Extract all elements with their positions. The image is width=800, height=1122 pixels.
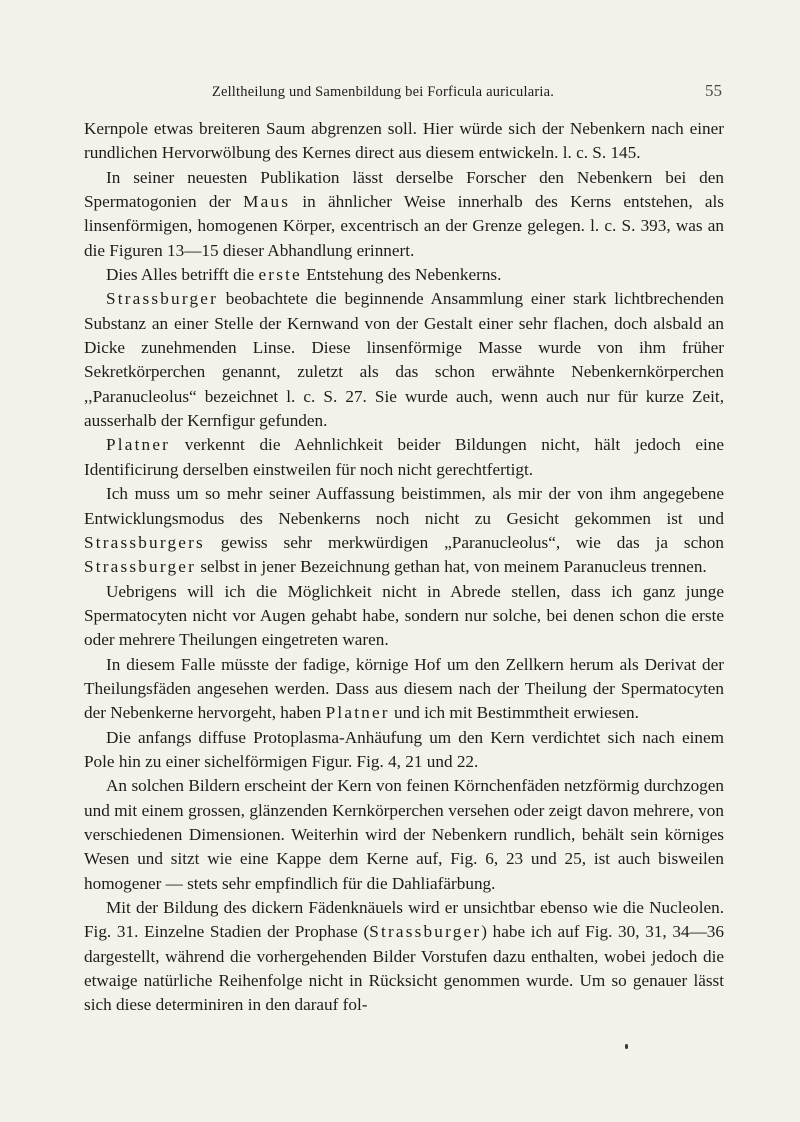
text-run: Mit der Bildung des dickern Fädenknäuels wird er unsichtbar ebenso wie die Nucleolen. Fig. 31. Einzelne Stadien der Prophase (: [84, 898, 724, 942]
paragraph: [84, 117, 724, 166]
spaced-name: erste: [258, 265, 302, 285]
text-run: Dies Alles betrifft die: [106, 265, 259, 285]
text-run: ) habe ich auf Fig. 30, 31, 34—36 dargestellt, während die vorhergehenden Bilder Vorstufen dazu enthalten, wobei jedoch die etwaige natürliche Reihenfolge nicht in Rücksicht genommen wurde. Um so genauer lässt sich diese determiniren in den darauf fol-: [84, 922, 724, 1015]
print-speck: [625, 1044, 628, 1049]
spaced-name: Strassburger: [106, 289, 219, 309]
paragraph: [84, 580, 724, 653]
spaced-name: Strassburger: [84, 557, 197, 577]
text-run: In diesem Falle müsste der fadige, körnige Hof um den Zellkern herum als Derivat der Theilungsfäden angesehen werden. Dass aus diesem nach der Theilung der Spermatocyten der Nebenkerne hervorgeht, haben: [84, 654, 724, 723]
text-run: und ich mit Bestimmtheit erwiesen.: [389, 703, 639, 723]
running-header: [84, 81, 722, 108]
text-run: Kernpole etwas breiteren Saum abgrenzen soll. Hier würde sich der Nebenkern nach einer rundlichen Hervorwölbung des Kernes direct aus diesem entwickeln. l. c. S. 145.: [84, 119, 724, 163]
text-run: in ähnlicher Weise innerhalb des Kerns entstehen, als linsenförmigen, homogenen Körper, excentrisch an der Grenze gelegen. l. c. S. 393, was an die Figuren 13—15 dieser Abhandlung erinnert.: [84, 192, 724, 260]
body-text: [84, 117, 724, 1018]
spaced-name: Platner: [325, 703, 390, 723]
spaced-name: Strassburger: [369, 922, 482, 942]
paragraph: [84, 896, 724, 1018]
text-run: Uebrigens will ich die Möglichkeit nicht in Abrede stellen, dass ich ganz junge Spermatocyten nicht vor Augen gehabt habe, sondern nur solche, bei denen schon die erste oder mehrere Theilungen eingetreten waren.: [84, 581, 724, 650]
text-run: Die anfangs diffuse Protoplasma-Anhäufung um den Kern verdichtet sich nach einem Pole hin zu einer sichelförmigen Figur. Fig. 4, 21 und 22.: [84, 727, 724, 771]
spaced-name: Maus: [243, 192, 291, 212]
spaced-name: Strassburgers: [84, 532, 205, 552]
paragraph: [84, 287, 724, 433]
paragraph: [84, 263, 724, 287]
text-run: selbst in jener Bezeichnung gethan hat, von meinem Paranucleus trennen.: [196, 557, 707, 577]
text-run: Entstehung des Nebenkerns.: [301, 265, 502, 285]
text-run: gewiss sehr merkwürdigen „Paranucleolus“, wie das ja schon: [204, 532, 724, 552]
paragraph: [84, 726, 724, 775]
paragraph: [84, 774, 724, 896]
paragraph: [84, 482, 724, 579]
text-run: beobachtete die beginnende Ansammlung einer stark lichtbrechenden Substanz an einer Stelle der Kernwand von der Gestalt einer sehr flachen, doch alsbald an Dicke zunehmenden Linse. Diese linsenförmige Masse wurde von ihm früher Sekretkörperchen genannt, zuletzt als das schon erwähnte Nebenkernkörperchen ,,Paranucleolus“ bezeichnet l. c. S. 27. Sie wurde auch, wenn auch nur für kurze Zeit, ausserhalb der Kernfigur gefunden.: [84, 289, 724, 431]
header-title: Zelltheilung und Samenbildung bei Forficula auricularia.: [211, 84, 555, 100]
page-number: 55: [705, 81, 722, 100]
text-run: verkennt die Aehnlichkeit beider Bildungen nicht, hält jedoch eine Identificirung derselben einstweilen für noch nicht gerechtfertigt.: [84, 435, 724, 479]
paragraph: [84, 653, 724, 726]
paragraph: [84, 433, 724, 482]
paragraph: [84, 166, 724, 263]
text-run: Ich muss um so mehr seiner Auffassung beistimmen, als mir der von ihm angegebene Entwicklungsmodus des Nebenkerns noch nicht zu Gesicht gekommen ist und: [84, 484, 724, 528]
text-run: In seiner neuesten Publikation lässt derselbe Forscher den Nebenkern bei den Spermatogonien der: [84, 167, 724, 212]
spaced-name: Platner: [106, 435, 171, 455]
text-run: An solchen Bildern erscheint der Kern von feinen Körnchenfäden netzförmig durchzogen und mit einem grossen, glänzenden Kernkörperchen versehen oder zeigt davon mehrere, von verschiedenen Dimensionen. Weiterhin wird der Nebenkern rundlich, behält sein körniges Wesen und sitzt wie eine Kappe dem Kerne auf, Fig. 6, 23 und 25, ist auch bisweilen homogener — stets sehr empfindlich für die Dahliafärbung.: [84, 776, 724, 893]
